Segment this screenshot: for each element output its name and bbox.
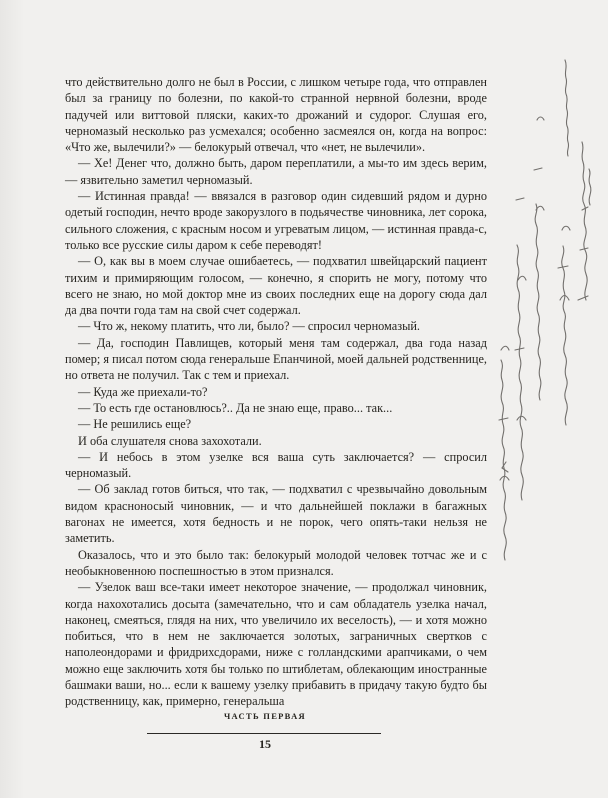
paragraph: — Не решились еще? [78,417,192,432]
paragraph: что действительно долго не был в России, с лишком четыре года, что отправлен был за границу по болезни, по какой-то странной нервной болезни, вроде падучей или виттовой пляски, каких-то дрожаний и судорог. Слушая его, черномазый несколько раз усмехался; особенно засмеялся он, когда на вопрос: «Что же, вылечили?» — белокурый отвечал, что «нет, не вылечили». [65,75,487,155]
paragraph: Оказалось, что и это было так: белокурый молодой человек тотчас же и с необыкновенною поспешностью в этом признался. [65,547,487,578]
page-body-text [65,74,487,710]
paragraph: И оба слушателя снова захохотали. [78,433,262,448]
footer-rule [147,733,381,734]
paragraph: — Да, господин Павлищев, который меня там содержал, два года назад помер; я писал потом сюда генеральше Епанчиной, моей дальней родственнице, но ответа не получил. Так с тем и приехал. [65,335,487,383]
page-number: 15 [259,737,271,751]
paragraph: — Истинная правда! — ввязался в разговор один сидевший рядом и дурно одетый господин, нечто вроде закорузлого в подьячестве чиновника, лет сорока, сильного сложения, с красным носом и угреватым лицом, — истинная правда-с, только все русские силы даром к себе переводят! [65,189,487,252]
running-footer-title: ЧАСТЬ ПЕРВАЯ [224,711,306,721]
paragraph: — То есть где остановлюсь?.. Да не знаю еще, право... так... [78,400,393,415]
paragraph: — О, как вы в моем случае ошибаетесь, — подхватил швейцарский пациент тихим и примиряющим голосом, — конечно, я спорить не могу, потому что всего не знаю, но мой доктор мне из своих последних еще на дорогу сюда дал да два почти года там на свой счет содержал. [65,254,487,318]
paragraph: — Куда же приехали-то? [78,384,208,399]
paragraph: — Об заклад готов биться, что так, — подхватил с чрезвычайно довольным видом красноносый чиновник, — и что дальнейшей поклажи в багажных вагонах не имеется, хотя бедность и не порок, чего опять-таки нельзя не заметить. [65,482,487,546]
paragraph: — И небось в этом узелке вся ваша суть заключается? — спросил черномазый. [65,449,487,481]
paragraph: — Узелок ваш все-таки имеет некоторое значение, — продолжал чиновник, когда нахохотались досыта (замечательно, что и сам обладатель узелка начал, наконец, смеяться, глядя на них, что увеличило их веселость), — и хотя можно побиться, что в нем не заключается золотых, заграничных свертков с наполеондорами и фридрихсдорами, ниже с голландскими арапчиками, о чем можно еще заключить хотя бы только по штиблетам, облекающим иностранные башмаки ваши, но... если к вашему узелку прибавить в придачу такую будто бы родственницу, как, примерно, генеральша [65,580,487,709]
paragraph: — Хе! Денег что, должно быть, даром переплатили, а мы-то им здесь верим, — язвительно заметил черномазый. [65,156,487,187]
paragraph: — Что ж, некому платить, что ли, было? — спросил черномазый. [78,319,420,334]
